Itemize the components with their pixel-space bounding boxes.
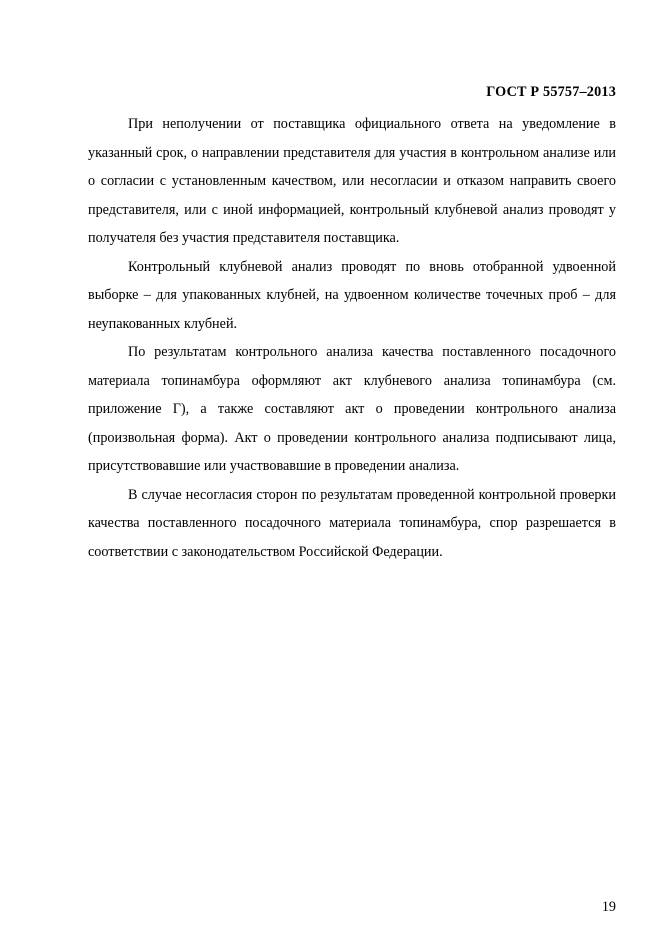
- paragraph-1: При неполучении от поставщика официального ответа на уведомление в указанный срок, о направлении представителя для участия в контрольном анализе или о согласии с установленным качеством, или несогласии и отказом направить своего представителя, или с иной информацией, контрольный клубневой анализ проводят у получателя без участия представителя поставщика.: [88, 116, 616, 247]
- paragraph-2: Контрольный клубневой анализ проводят по вновь отобранной удвоенной выборке – для упакованных клубней, на удвоенном количестве точечных проб – для неупакованных клубней.: [88, 258, 616, 332]
- page-content: [88, 84, 616, 566]
- page-number: 19: [601, 899, 616, 915]
- paragraph-4: В случае несогласия сторон по результатам проведенной контрольной проверки качества поставленного посадочного материала топинамбура, спор разрешается в соответствии с законодательством Российской Федерации.: [88, 486, 616, 560]
- document-standard-number: ГОСТ Р 55757–2013: [486, 84, 616, 100]
- paragraph-3: По результатам контрольного анализа качества поставленного посадочного материала топинамбура оформляют акт клубневого анализа топинамбура (см. приложение Г), а также составляют акт о проведении контрольного анализа (произвольная форма). Акт о проведении контрольного анализа подписывают лица, присутствовавшие или участвовавшие в проведении анализа.: [88, 344, 616, 475]
